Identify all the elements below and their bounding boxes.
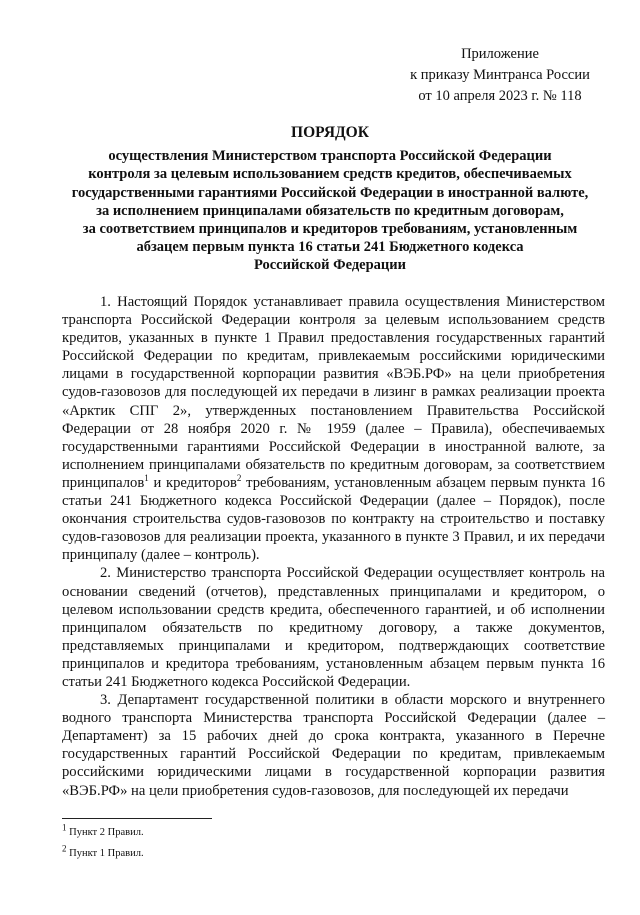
paragraph-1	[62, 293, 605, 564]
title-line: контроля за целевым использованием средств кредитов, обеспечиваемых	[88, 166, 572, 183]
header-line-appendix: Приложение	[461, 46, 539, 62]
title-line: за соответствием принципалов и кредиторов требованиям, установленным	[82, 221, 578, 238]
footnote-ref-1: 1	[144, 473, 149, 484]
title-main: ПОРЯДОК	[291, 124, 369, 141]
footnote-text: Пункт 1 Правил.	[69, 848, 144, 859]
document-body	[62, 293, 605, 800]
paragraph-3: 3. Департамент государственной политики в области морского и внутреннего водного транспорта Министерства транспорта Российской Федерации (далее – Департамент) за 15 рабочих дней до срока контракта, указанного в Перечне государственных гарантий Российской Федерации по кредитам, привлекаемым российскими юридическими лицами в государственной корпорации развития «ВЭБ.РФ» на цели приобретения судов-газовозов, для последующей их передачи	[62, 692, 605, 799]
footnote-mark: 1	[62, 822, 67, 833]
appendix-header	[395, 44, 605, 107]
footnote-ref-2: 2	[236, 473, 242, 484]
document-title	[60, 124, 600, 275]
paragraph-1-text-a: 1. Настоящий Порядок устанавливает правила осуществления Министерством транспорта Российской Федерации контроля за целевым использованием средств кредитов, указанных в пункте 1 Правил предоставления государственных гарантий Российской Федерации по кредитам, привлекаемым российскими юридическими лицами в государственной корпорации развития «ВЭБ.РФ» на цели приобретения судов-газовозов для последующей их передачи в лизинг в рамках реализации проекта «Арктик СПГ 2», утвержденных постановлением Правительства Российской Федерации от 28 ноября 2020 г. № 1959 (далее – Правила), обеспечиваемых государственными гарантиями Российской Федерации в иностранной валюте, за исполнением принципалами обязательств по кредитным договорам, за соответствием принципалов	[62, 294, 605, 491]
header-line-date: от 10 апреля 2023 г. № 118	[418, 88, 582, 104]
title-line: осуществления Министерством транспорта Российской Федерации	[108, 148, 552, 165]
title-line: государственными гарантиями Российской Федерации в иностранной валюте,	[71, 184, 589, 201]
footnotes	[62, 822, 144, 864]
title-line: Российской Федерации	[253, 257, 406, 274]
footnote-separator	[62, 818, 212, 819]
paragraph-1-text-c: требованиям, установленным абзацем первым пункта 16 статьи 241 Бюджетного кодекса Российской Федерации (далее – Порядок), после окончания строительства судов-газовозов по контракту на строительство и поставку судов-газовозов для реализации проекта, указанного в пункте 3 Правил, и их передачи принципалу (далее – контроль).	[62, 474, 605, 564]
title-line: абзацем первым пункта 16 статьи 241 Бюджетного кодекса	[136, 239, 524, 256]
paragraph-1-text-b: и кредиторов	[148, 474, 237, 491]
title-line: за исполнением принципалами обязательств по кредитным договорам,	[96, 202, 564, 219]
footnote-text: Пункт 2 Правил.	[69, 827, 144, 838]
footnote-1	[62, 822, 144, 843]
header-line-order: к приказу Минтранса России	[410, 67, 590, 83]
footnote-mark: 2	[62, 843, 67, 854]
footnote-2	[62, 843, 144, 864]
paragraph-2: 2. Министерство транспорта Российской Федерации осуществляет контроль на основании сведений (отчетов), представленных принципалами и кредитором, о целевом использовании средств кредита, обеспеченного гарантией, и об исполнении принципалом обязательств по кредитному договору, а также документов, представляемых принципалами и кредитором, подтверждающих соответствие принципалов и кредитора требованиям, установленным абзацем первым пункта 16 статьи 241 Бюджетного кодекса Российской Федерации.	[62, 565, 605, 690]
